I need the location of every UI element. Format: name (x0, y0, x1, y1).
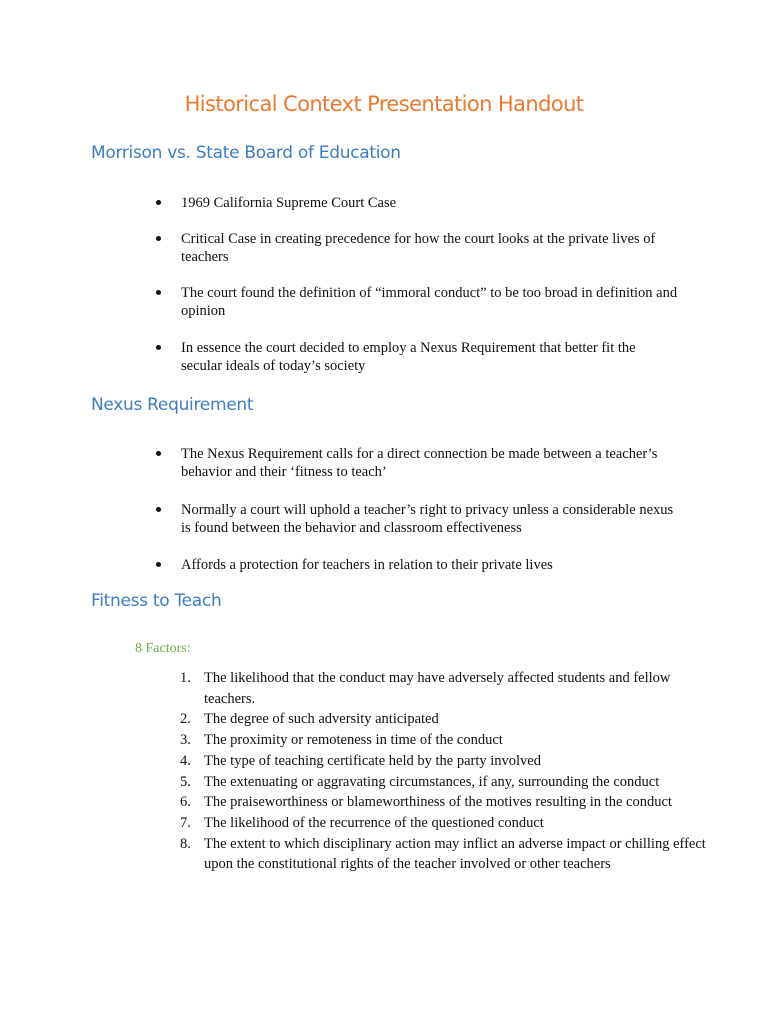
section-heading-morrison: Morrison vs. State Board of Education (91, 143, 401, 163)
list-item (138, 445, 678, 481)
list-item-number: 4. (180, 752, 191, 769)
bullet-icon (156, 290, 161, 295)
bullet-icon (156, 562, 161, 567)
section-heading-fitness: Fitness to Teach (91, 591, 222, 611)
list-item-text: Critical Case in creating precedence for how the court looks at the private lives of teachers (181, 231, 656, 265)
bullet-icon (156, 200, 161, 205)
list-item-text: Affords a protection for teachers in relation to their private lives (181, 557, 553, 573)
list-item (180, 813, 720, 834)
list-item-text: The degree of such adversity anticipated (204, 711, 439, 728)
list-item-number: 2. (180, 711, 191, 728)
morrison-bullet-list (138, 194, 678, 375)
list-item-text: The praiseworthiness or blameworthiness of the motives resulting in the conduct (204, 794, 672, 811)
list-item (138, 230, 678, 266)
list-item-number: 8. (180, 835, 191, 852)
nexus-bullet-list (138, 445, 678, 574)
list-item (138, 284, 678, 320)
list-item-text: The Nexus Requirement calls for a direct connection be made between a teacher’s behavior and their ‘fitness to teach’ (181, 446, 658, 480)
bullet-icon (156, 507, 161, 512)
list-item-number: 7. (180, 814, 191, 831)
document-title: Historical Context Presentation Handout (184, 92, 584, 116)
list-item (138, 501, 678, 537)
section-heading-nexus: Nexus Requirement (91, 395, 254, 415)
list-item-text: In essence the court decided to employ a Nexus Requirement that better fit the secular ideals of today’s society (181, 340, 636, 374)
list-item (138, 556, 678, 574)
list-item-text: The court found the definition of “immoral conduct” to be too broad in definition and opinion (181, 285, 678, 319)
list-item-text: The proximity or remoteness in time of the conduct (204, 732, 503, 749)
list-item-text: The likelihood of the recurrence of the questioned conduct (204, 814, 544, 831)
list-item-number: 1. (180, 670, 191, 686)
bullet-icon (156, 451, 161, 456)
factors-label: 8 Factors: (135, 641, 191, 656)
list-item-number: 3. (180, 732, 191, 749)
list-item-number: 6. (180, 794, 191, 811)
list-item (180, 772, 720, 793)
list-item-text: The type of teaching certificate held by the party involved (204, 752, 541, 769)
list-item (180, 834, 720, 875)
list-item (180, 751, 720, 772)
factors-numbered-list (180, 668, 720, 875)
list-item (180, 730, 720, 751)
bullet-icon (156, 236, 161, 241)
list-item (180, 709, 720, 730)
bullet-icon (156, 345, 161, 350)
list-item-text: The likelihood that the conduct may have adversely affected students and fellow teachers. (204, 670, 671, 707)
list-item-text: 1969 California Supreme Court Case (181, 195, 397, 211)
list-item-text: The extenuating or aggravating circumstances, if any, surrounding the conduct (204, 773, 660, 790)
list-item (180, 668, 720, 709)
list-item-text: Normally a court will uphold a teacher’s right to privacy unless a considerable nexus is found between the behavior and classroom effectiveness (181, 502, 674, 536)
list-item (138, 339, 678, 375)
list-item-number: 5. (180, 773, 191, 790)
list-item (138, 194, 678, 212)
list-item (180, 792, 720, 813)
list-item-text: The extent to which disciplinary action may inflict an adverse impact or chilling effect upon the constitutional rights of the teacher involved or other teachers (204, 835, 706, 873)
